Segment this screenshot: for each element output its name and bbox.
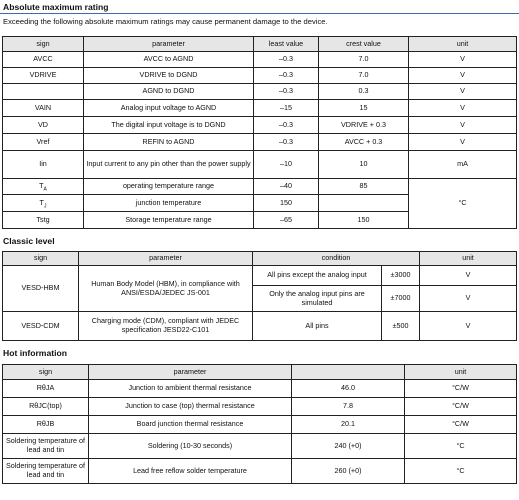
header-unit: unit bbox=[420, 252, 517, 266]
cell-crest: AVCC + 0.3 bbox=[319, 134, 409, 151]
cell-parameter: Lead free reflow solder temperature bbox=[89, 459, 292, 484]
cell-parameter: AGND to DGND bbox=[84, 84, 254, 100]
cell-value: 240 (+0) bbox=[292, 434, 405, 459]
section-divider bbox=[0, 13, 519, 14]
cell-parameter: AVCC to AGND bbox=[84, 52, 254, 68]
cell-least: –0.3 bbox=[254, 134, 319, 151]
table-header-row bbox=[3, 252, 517, 266]
cell-parameter: operating temperature range bbox=[84, 179, 254, 195]
cell-parameter: Human Body Model (HBM), in compliance with ANSI/ESDA/JEDEC JS-001 bbox=[79, 266, 253, 312]
cell-sign: VESD-CDM bbox=[3, 312, 79, 341]
cell-crest: 85 bbox=[319, 179, 409, 195]
cell-condition: All pins except the analog input bbox=[253, 266, 382, 286]
cell-value: ±500 bbox=[382, 312, 420, 341]
table-row bbox=[3, 84, 517, 100]
cell-unit: V bbox=[420, 312, 517, 341]
cell-sign: Tstg bbox=[3, 212, 84, 229]
header-crest-value: crest value bbox=[319, 37, 409, 52]
table-row bbox=[3, 68, 517, 84]
cell-least: 150 bbox=[254, 195, 319, 212]
cell-sign: Soldering temperature of lead and tin bbox=[3, 459, 89, 484]
sign-text: T bbox=[39, 197, 44, 207]
cell-sign: RθJA bbox=[3, 380, 89, 398]
table-header-row bbox=[3, 365, 517, 380]
table-row bbox=[3, 398, 517, 416]
cell-parameter: Junction to case (top) thermal resistance bbox=[89, 398, 292, 416]
cell-unit: °C/W bbox=[405, 416, 517, 434]
absolute-section-title: Absolute maximum rating bbox=[3, 2, 109, 12]
cell-sign bbox=[3, 179, 84, 195]
absolute-max-table bbox=[2, 36, 517, 229]
cell-unit: V bbox=[409, 68, 517, 84]
cell-condition: All pins bbox=[253, 312, 382, 341]
cell-sign: VDRIVE bbox=[3, 68, 84, 84]
cell-least: –10 bbox=[254, 151, 319, 179]
cell-unit-temperature: °C bbox=[409, 179, 517, 229]
header-parameter: parameter bbox=[79, 252, 253, 266]
table-row bbox=[3, 416, 517, 434]
cell-crest: 7.0 bbox=[319, 52, 409, 68]
cell-least: –0.3 bbox=[254, 52, 319, 68]
table-row bbox=[3, 459, 517, 484]
table-row bbox=[3, 312, 517, 341]
table-row bbox=[3, 434, 517, 459]
hot-information-table bbox=[2, 364, 517, 484]
cell-unit: V bbox=[420, 286, 517, 312]
sign-subscript: A bbox=[43, 186, 47, 193]
cell-unit: °C bbox=[405, 434, 517, 459]
hot-section-title: Hot information bbox=[3, 348, 67, 358]
header-value bbox=[292, 365, 405, 380]
cell-sign: Soldering temperature of lead and tin bbox=[3, 434, 89, 459]
sign-text: T bbox=[39, 181, 44, 191]
header-sign: sign bbox=[3, 252, 79, 266]
cell-parameter: Junction to ambient thermal resistance bbox=[89, 380, 292, 398]
cell-crest: 150 bbox=[319, 212, 409, 229]
cell-unit: V bbox=[409, 134, 517, 151]
cell-unit: V bbox=[409, 52, 517, 68]
table-row bbox=[3, 151, 517, 179]
cell-least: –65 bbox=[254, 212, 319, 229]
cell-parameter: The digital input voltage is to DGND bbox=[84, 117, 254, 134]
cell-crest: 15 bbox=[319, 100, 409, 117]
cell-sign: VAIN bbox=[3, 100, 84, 117]
cell-unit: V bbox=[409, 117, 517, 134]
cell-least: –15 bbox=[254, 100, 319, 117]
table-row bbox=[3, 380, 517, 398]
cell-sign: RθJB bbox=[3, 416, 89, 434]
table-row bbox=[3, 52, 517, 68]
cell-sign: VESD-HBM bbox=[3, 266, 79, 312]
sign-subscript: J bbox=[43, 203, 47, 210]
cell-parameter: Charging mode (CDM), compliant with JEDEC specification JESD22-C101 bbox=[79, 312, 253, 341]
header-unit: unit bbox=[405, 365, 517, 380]
cell-parameter: Board junction thermal resistance bbox=[89, 416, 292, 434]
cell-sign: RθJC(top) bbox=[3, 398, 89, 416]
cell-unit: °C/W bbox=[405, 380, 517, 398]
cell-sign bbox=[3, 195, 84, 212]
cell-parameter: Storage temperature range bbox=[84, 212, 254, 229]
header-parameter: parameter bbox=[84, 37, 254, 52]
header-parameter: parameter bbox=[89, 365, 292, 380]
cell-crest: 10 bbox=[319, 151, 409, 179]
table-row bbox=[3, 266, 517, 286]
cell-least: –0.3 bbox=[254, 68, 319, 84]
cell-value: ±3000 bbox=[382, 266, 420, 286]
cell-unit: V bbox=[420, 266, 517, 286]
cell-crest: 0.3 bbox=[319, 84, 409, 100]
table-row bbox=[3, 117, 517, 134]
cell-unit: V bbox=[409, 84, 517, 100]
cell-condition: Only the analog input pins are simulated bbox=[253, 286, 382, 312]
cell-sign: VD bbox=[3, 117, 84, 134]
cell-unit: mA bbox=[409, 151, 517, 179]
table-header-row bbox=[3, 37, 517, 52]
cell-parameter: junction temperature bbox=[84, 195, 254, 212]
classic-level-table bbox=[2, 251, 517, 341]
cell-value: 7.8 bbox=[292, 398, 405, 416]
classic-section-title: Classic level bbox=[3, 236, 55, 246]
header-sign: sign bbox=[3, 37, 84, 52]
header-unit: unit bbox=[409, 37, 517, 52]
cell-crest: VDRIVE + 0.3 bbox=[319, 117, 409, 134]
absolute-note: Exceeding the following absolute maximum ratings may cause permanent damage to the device. bbox=[3, 17, 328, 26]
cell-value: 20.1 bbox=[292, 416, 405, 434]
header-sign: sign bbox=[3, 365, 89, 380]
cell-value: 46.0 bbox=[292, 380, 405, 398]
header-least-value: least value bbox=[254, 37, 319, 52]
cell-unit: V bbox=[409, 100, 517, 117]
cell-unit: °C bbox=[405, 459, 517, 484]
cell-unit: °C/W bbox=[405, 398, 517, 416]
cell-parameter: REFIN to AGND bbox=[84, 134, 254, 151]
cell-value: 260 (+0) bbox=[292, 459, 405, 484]
cell-parameter: Input current to any pin other than the power supply bbox=[84, 151, 254, 179]
cell-sign: Vref bbox=[3, 134, 84, 151]
cell-least: –40 bbox=[254, 179, 319, 195]
table-row bbox=[3, 179, 517, 195]
cell-parameter: Soldering (10-30 seconds) bbox=[89, 434, 292, 459]
cell-sign: Iin bbox=[3, 151, 84, 179]
table-row bbox=[3, 134, 517, 151]
cell-sign: AVCC bbox=[3, 52, 84, 68]
cell-parameter: Analog input voltage to AGND bbox=[84, 100, 254, 117]
header-condition: condition bbox=[253, 252, 420, 266]
cell-crest: 7.0 bbox=[319, 68, 409, 84]
table-row bbox=[3, 100, 517, 117]
cell-least: –0.3 bbox=[254, 117, 319, 134]
cell-value: ±7000 bbox=[382, 286, 420, 312]
cell-sign bbox=[3, 84, 84, 100]
cell-parameter: VDRIVE to DGND bbox=[84, 68, 254, 84]
cell-crest bbox=[319, 195, 409, 212]
cell-least: –0.3 bbox=[254, 84, 319, 100]
